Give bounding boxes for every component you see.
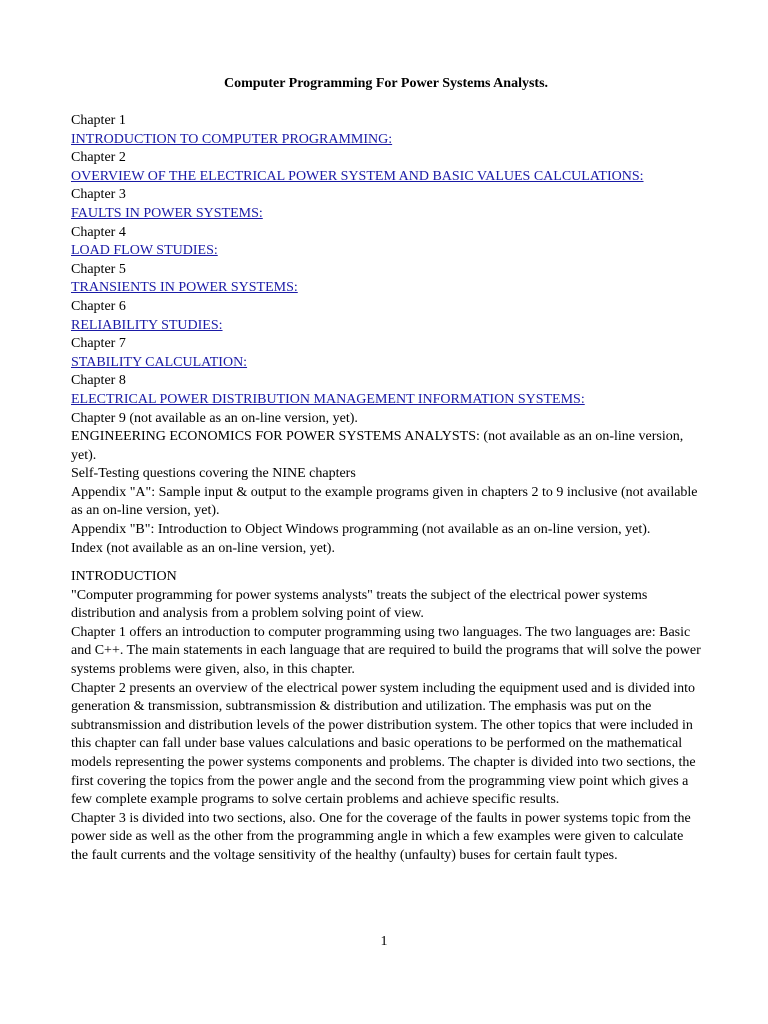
toc-chapter-label: Chapter 4 [71, 224, 126, 240]
introduction-heading: INTRODUCTION [71, 569, 177, 584]
toc-chapter-label: Chapter 5 [71, 261, 126, 277]
toc-chapter-label: Chapter 2 [71, 150, 126, 166]
intro-paragraph: "Computer programming for power systems analysts" treats the subject of the electrical power systems distribution and analysis from a problem solving point of view. [71, 587, 648, 622]
toc-chapter-label: Chapter 7 [71, 336, 126, 352]
page-number: 1 [380, 934, 388, 949]
toc-link-chapter-4[interactable]: LOAD FLOW STUDIES: [71, 243, 218, 259]
toc-chapter-label: Chapter 8 [71, 373, 126, 389]
toc-chapter-label: Chapter 1 [71, 113, 126, 128]
introduction-section [71, 568, 701, 866]
toc-line-chapter-9: Chapter 9 (not available as an on-line version, yet). [71, 410, 358, 426]
toc-link-chapter-3[interactable]: FAULTS IN POWER SYSTEMS: [71, 205, 263, 221]
toc-chapter-label: Chapter 6 [71, 298, 126, 314]
toc-chapter-label: Chapter 3 [71, 187, 126, 203]
toc-link-chapter-5[interactable]: TRANSIENTS IN POWER SYSTEMS: [71, 280, 298, 296]
toc-link-chapter-1[interactable]: INTRODUCTION TO COMPUTER PROGRAMMING: [71, 131, 393, 147]
toc-line-index: Index (not available as an on-line version, yet). [71, 540, 335, 556]
toc-line-appendix-b: Appendix "B": Introduction to Object Windows programming (not available as an on-line version, yet). [71, 522, 651, 538]
intro-paragraph: Chapter 3 is divided into two sections, also. One for the coverage of the faults in power systems topic from the power side as well as the other from the programming angle in which a few examples were given to calculate the fault currents and the voltage sensitivity of the healthy (unfaulty) buses for certain fault types. [71, 810, 691, 863]
toc-link-chapter-7[interactable]: STABILITY CALCULATION: [71, 354, 248, 370]
toc-line-self-testing: Self-Testing questions covering the NINE chapters [71, 466, 356, 482]
intro-paragraph: Chapter 1 offers an introduction to computer programming using two languages. The two languages are: Basic and C++. The main statements in each language that are required to build the programs that will solve the power systems problems were given, also, in this chapter. [71, 624, 701, 677]
toc-link-chapter-8[interactable]: ELECTRICAL POWER DISTRIBUTION MANAGEMENT INFORMATION SYSTEMS: [71, 391, 585, 407]
document-title: Computer Programming For Power Systems Analysts. [223, 76, 549, 91]
intro-paragraph: Chapter 2 presents an overview of the electrical power system including the equipment used and is divided into generation & transmission, subtransmission & distribution and utilization. The emphasis was put on the subtransmission and distribution levels of the power distribution system. The other topics that were included in this chapter can fall under base values calculations and basic operations to be performed on the mathematical models representing the power systems components and problems. The chapter is divided into two sections, the first covering the topics from the power angle and the second from the programming view point which gives a few complete example programs to solve certain problems and achieve specific results. [71, 680, 696, 808]
toc-link-chapter-6[interactable]: RELIABILITY STUDIES: [71, 317, 223, 333]
table-of-contents [71, 112, 701, 558]
toc-line-appendix-a: Appendix "A": Sample input & output to the example programs given in chapters 2 to 9 inclusive (not available as an on-line version, yet). [71, 484, 698, 519]
toc-line-engineering-economics: ENGINEERING ECONOMICS FOR POWER SYSTEMS ANALYSTS: (not available as an on-line version, yet). [71, 429, 684, 463]
toc-link-chapter-2[interactable]: OVERVIEW OF THE ELECTRICAL POWER SYSTEM AND BASIC VALUES CALCULATIONS: [71, 168, 644, 184]
